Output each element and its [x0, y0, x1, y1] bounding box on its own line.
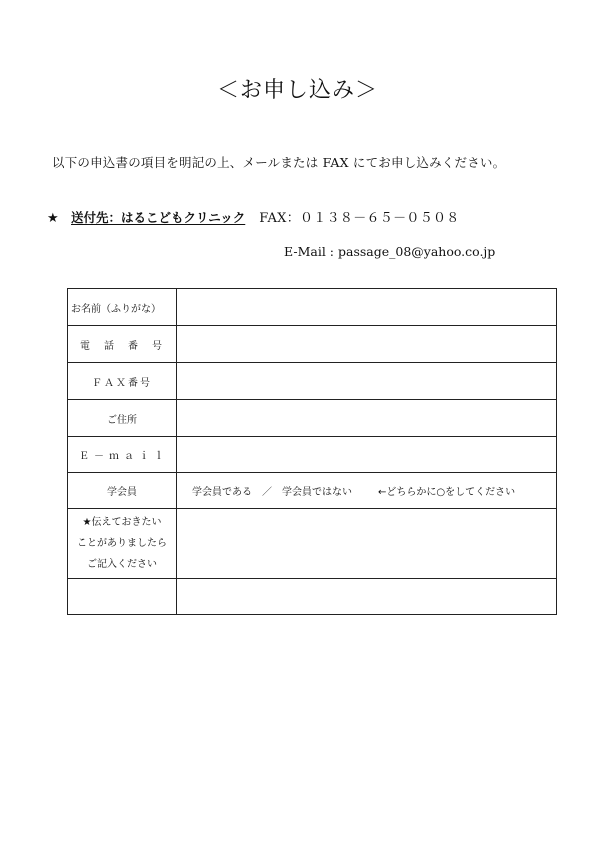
form-row-address	[68, 400, 557, 437]
form-row-blank	[68, 579, 557, 615]
member-option-yes[interactable]: 学会員である	[192, 487, 252, 498]
member-option-note: ←どちらかに○をしてください	[378, 487, 516, 498]
blank-field[interactable]	[177, 579, 557, 615]
intro-text: 以下の申込書の項目を明記の上、メールまたは FAX にてお申し込みください。	[52, 155, 506, 170]
member-option-no[interactable]: 学会員ではない	[282, 487, 352, 498]
email-field[interactable]	[177, 437, 557, 473]
message-label-line-3: ご記入ください	[87, 559, 157, 570]
email-address: E-Mail : passage_08@yahoo.co.jp	[284, 244, 496, 259]
form-row-email	[68, 437, 557, 473]
message-field[interactable]	[177, 509, 557, 579]
send-destination-line	[47, 207, 460, 226]
member-field[interactable]	[177, 473, 557, 509]
member-label: 学会員	[68, 473, 177, 509]
message-label-line-1: ★伝えておきたい	[82, 517, 162, 528]
application-form-table	[67, 288, 557, 615]
blank-label	[68, 579, 177, 615]
form-row-message	[68, 509, 557, 579]
form-row-fax	[68, 363, 557, 400]
address-field[interactable]	[177, 400, 557, 437]
form-row-name	[68, 289, 557, 326]
fax-number: FAX：０１３８－６５－０５０８	[259, 211, 460, 226]
address-label: ご住所	[68, 400, 177, 437]
form-row-member	[68, 473, 557, 509]
star-icon: ★	[47, 211, 59, 226]
fax-field[interactable]	[177, 363, 557, 400]
member-option-separator: ／	[262, 487, 272, 498]
fax-label: ＦＡＸ番号	[68, 363, 177, 400]
phone-label: 電話番号	[68, 326, 177, 363]
message-label	[68, 509, 177, 579]
page-title: ＜お申し込み＞	[216, 78, 378, 103]
message-label-line-2: ことがありましたら	[77, 538, 167, 549]
phone-field[interactable]	[177, 326, 557, 363]
form-row-phone	[68, 326, 557, 363]
name-field[interactable]	[177, 289, 557, 326]
name-label: お名前（ふりがな）	[68, 289, 177, 326]
destination-label: 送付先：はるこどもクリニック	[71, 210, 246, 225]
email-label: Ｅ－ｍａｉｌ	[68, 437, 177, 473]
member-options	[177, 483, 556, 498]
